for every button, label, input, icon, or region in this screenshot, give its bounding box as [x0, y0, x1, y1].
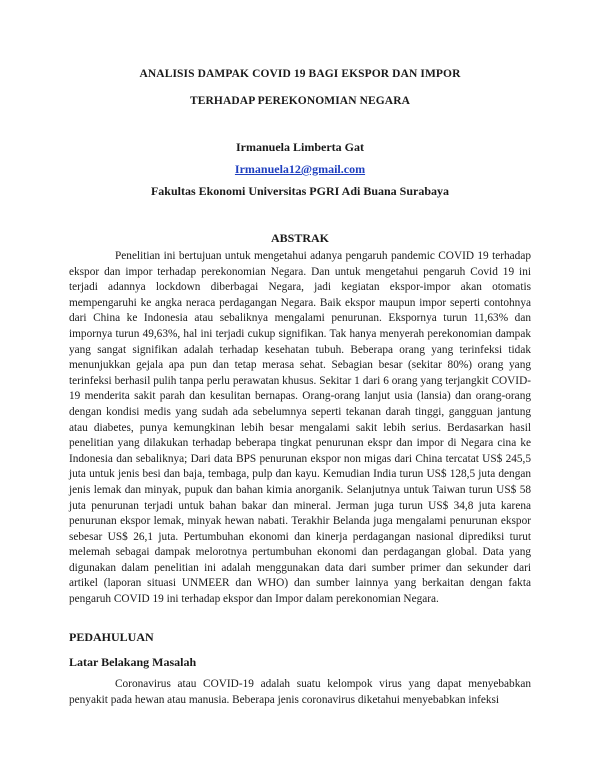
abstract-paragraph: Penelitian ini bertujuan untuk mengetahui adanya pengaruh pandemic COVID 19 terhadap ekspor dan impor terhadap perekonomian Negara. Dan untuk mengetahui pengaruh Covid 19 ini terjadi adannya lockdown diberbagai Negara, jadi kegiatan ekspor-impor akan otomatis mempengaruhi ke angka neraca perdagangan Negara. Baik ekspor maupun impor seperti contohnya dari China ke Indonesia atau sebaliknya mengalami penurunan. Ekspornya turun 11,63% dan impornya turun 49,63%, hal ini terjadi cukup signifikan. Tak hanya menyerah perekonomian dampak yang sangat signifikan adalah terhadap kesehatan tubuh. Beberapa orang yang terinfeksi tidak menunjukkan gejala apa pun dan tetap merasa sehat. Sebagian besar (sekitar 80%) orang yang terinfeksi berhasil pulih tanpa perlu perawatan khusus. Sekitar 1 dari 6 orang yang terjangkit COVID-19 menderita sakit parah dan kesulitan bernapas. Orang-orang lanjut usia (lansia) dan orang-orang dengan kondisi medis yang sudah ada sebelumnya seperti tekanan darah tinggi, gangguan jantung atau diabetes, punya kemungkinan lebih besar mengalami sakit lebih serius. Berdasarkan hasil penelitian yang dilakukan terhadap beberapa tingkat penurunan ekspr dan impor di Negara cina ke Indonesia dan sebaliknya; Dari data BPS penurunan ekspor non migas dari China tercatat US$ 245,5 juta untuk jenis besi dan baja, tembaga, pulp dan kayu. Kemudian India turun US$ 128,5 juta dengan jenis lemak dan minyak, pupuk dan bahan kimia anorganik. Selanjutnya untuk Taiwan turun US$ 58 juta penurunan terjadi untuk bahan bakar dan mineral. Jerman juga turun US$ 34,8 juta karena penurunan ekspor lemak, minyak hewan nabati. Terakhir Belanda juga mengalami penurunan ekspor sebesar US$ 26,1 juta. Pertumbuhan ekonomi dan kinerja perdagangan nasional diprediksi turut melemah sebagai dampak melorotnya pertumbuhan ekonomi dan perdagangan global. Data yang digunakan dalam penelitian ini adalah menggunakan data dari sumber primer dan sekunder dari artikel (laporan situasi UNMEER dan WHO) dan sumber lainnya yang berkaitan dengan fakta pengaruh COVID 19 ini terhadap ekspor dan Impor dalam perekonomian Negara.	[69, 250, 531, 606]
author-name: Irmanuela Limberta Gat	[236, 140, 364, 154]
abstract-heading: ABSTRAK	[270, 231, 329, 245]
subsection-heading: Latar Belakang Masalah	[69, 655, 197, 669]
author-affiliation: Fakultas Ekonomi Universitas PGRI Adi Buana Surabaya	[150, 184, 450, 198]
section-heading: PEDAHULUAN	[69, 630, 154, 644]
paper-title-line-1: ANALISIS DAMPAK COVID 19 BAGI EKSPOR DAN IMPOR	[139, 68, 461, 80]
body-paragraph: Coronavirus atau COVID-19 adalah suatu kelompok virus yang dapat menyebabkan penyakit pada hewan atau manusia. Beberapa jenis coronavirus diketahui menyebabkan infeksi	[69, 678, 531, 707]
author-email-line	[0, 162, 600, 177]
author-email-link[interactable]: Irmanuela12@gmail.com	[234, 162, 366, 176]
paper-title-line-2: TERHADAP PEREKONOMIAN NEGARA	[189, 95, 411, 107]
